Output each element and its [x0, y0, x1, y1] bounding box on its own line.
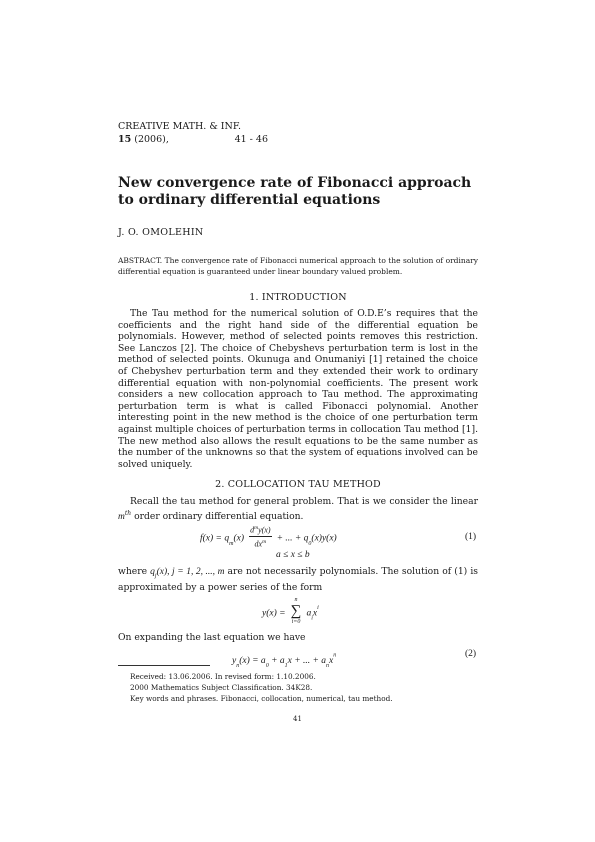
section-heading-introduction: 1. INTRODUCTION — [249, 292, 347, 303]
page-number: 41 — [293, 715, 302, 723]
equation-2-number: (2) — [465, 649, 477, 659]
journal-pages: 41 - 46 — [234, 134, 268, 145]
equation-1-fraction: $\frac{d^my(x)}{dx^m}$ — [250, 525, 271, 549]
power-series-equation: y(x) = n ∑ i=0 $a_ix^i$ — [262, 597, 319, 625]
footnote-keywords: Key words and phrases. Fibonacci, collocation, numerical, tau method. — [130, 694, 393, 703]
footnote-classification: 2000 Mathematics Subject Classification. 34K28. — [130, 683, 313, 692]
journal-year: (2006), — [134, 134, 169, 145]
equation-1-explanation: where $q_j(x)$, j = 1, 2, ..., m are not necessarily polynomials. The solution of (1) is approximated by a power series of the form — [118, 566, 478, 594]
equation-2: $y_n(x) = a_0 + a_1x$ + ... + $a_nx^n$ — [232, 652, 337, 670]
journal-header — [118, 120, 268, 146]
equation-1-number: (1) — [465, 532, 477, 542]
expansion-text: On expanding the last equation we have — [118, 632, 306, 643]
equation-1: $f(x) = q_m(x)$ $\frac{d^my(x)}{dx^m}$ + ... + $q_0(x)y(x)$ — [200, 525, 337, 549]
journal-name: CREATIVE MATH. & INF. — [118, 121, 242, 132]
abstract — [118, 255, 478, 277]
sum-symbol: n ∑ i=0 — [290, 597, 302, 625]
abstract-label: ABSTRACT. — [118, 256, 163, 265]
abstract-text: The convergence rate of Fibonacci numerical approach to the solution of ordinary differential equation is guaranteed under linear boundary valued problem. — [118, 256, 478, 276]
paper-author: J. O. OMOLEHIN — [118, 227, 204, 238]
introduction-paragraph: The Tau method for the numerical solution of O.D.E’s requires that the coefficients and the right hand side of the differential equation be polynomials. However, method of selected points removes this restriction. See Lanczos [2]. The choice of Chebyshevs perturbation term is lost in the method of selected points. Okunuga and Onumaniyi [1] retained the choice of Chebyshev perturbation term and they extended their work to ordinary differential equation with non-polynomial coefficients. The present work considers a new collocation approach to Tau method. The approximating perturbation term is what is called Fibonacci polynomial. Another interesting point in the new method is the choice of one perturbation term against multiple choices of perturbation terms in collocation Tau method [1]. The new method also allows the result equations to be the same number as the number of the unknowns so that the system of equations involved can be solved uniquely. — [118, 308, 478, 470]
footnote-divider — [118, 665, 210, 666]
journal-volume-line — [118, 133, 268, 146]
journal-volume: 15 — [118, 134, 132, 145]
paper-title: New convergence rate of Fibonacci approach to ordinary differential equations — [118, 175, 472, 208]
domain-inequality: a ≤ x ≤ b — [276, 550, 310, 560]
footnote-received: Received: 13.06.2006. In revised form: 1.10.2006. — [130, 672, 316, 681]
section-heading-collocation: 2. COLLOCATION TAU METHOD — [215, 479, 381, 490]
collocation-intro: Recall the tau method for general problem. That is we consider the linear $m^{th}$ order ordinary differential equation. — [118, 496, 478, 522]
